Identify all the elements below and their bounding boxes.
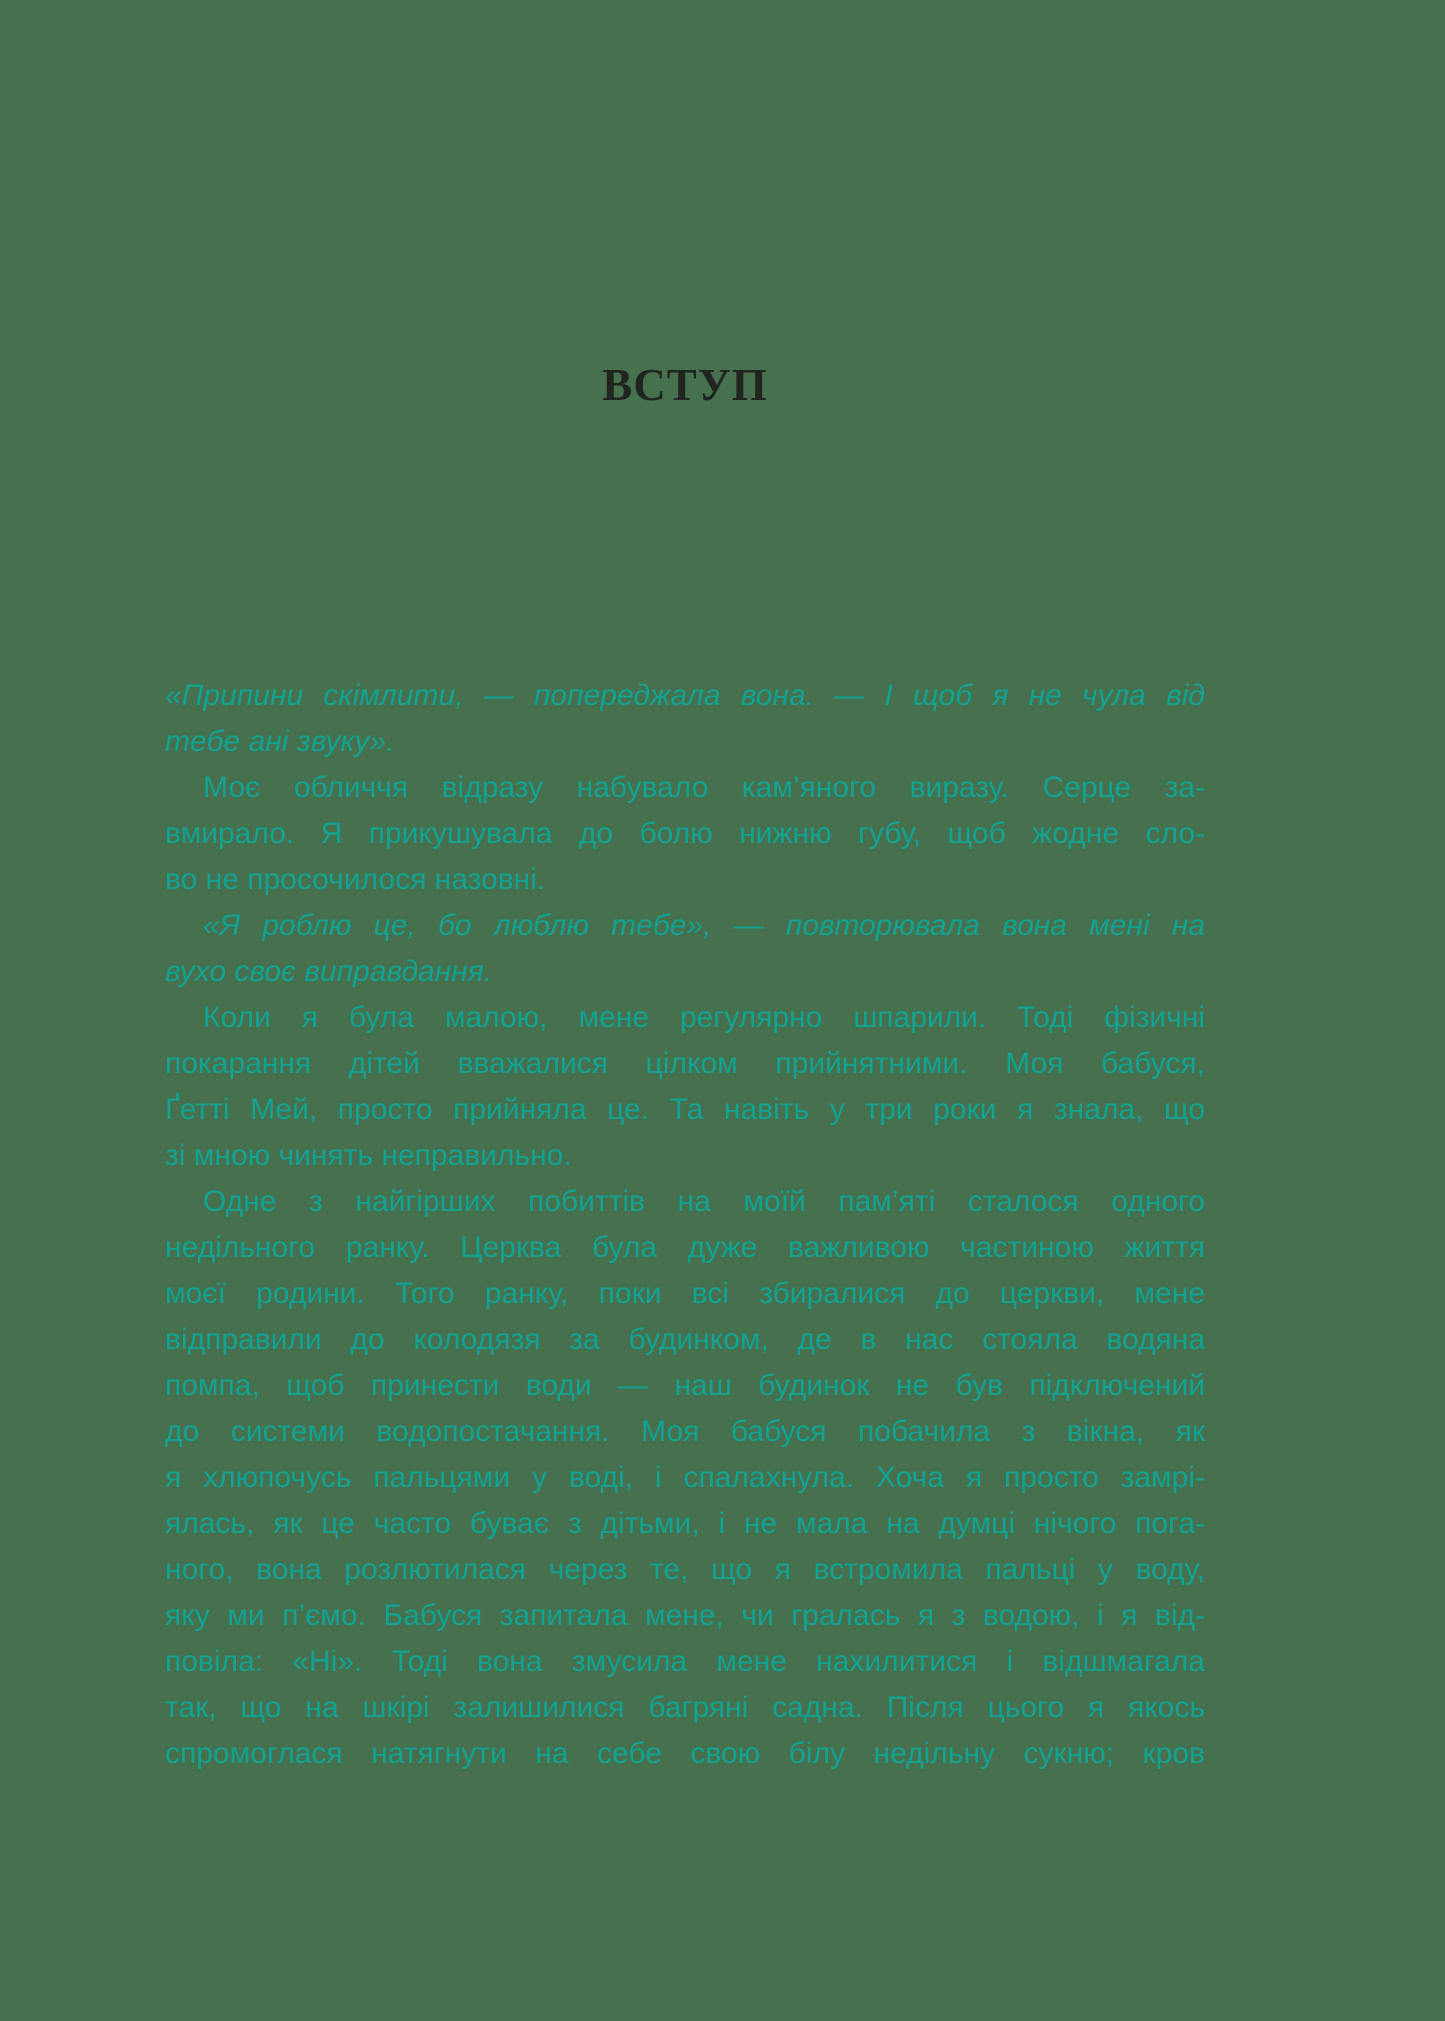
text-line: повіла: «Ні». Тоді вона змусила мене нахилитися і відшмагала xyxy=(165,1645,1205,1678)
text-line: так, що на шкірі залишилися багряні садна. Після цього я якось xyxy=(165,1691,1205,1724)
text-line: до системи водопостачання. Моя бабуся побачила з вікна, як xyxy=(165,1415,1205,1448)
text-line: зі мною чинять неправильно. xyxy=(165,1139,572,1172)
text-line: «Я роблю це, бо люблю тебе», — повторювала вона мені на xyxy=(203,909,1205,942)
text-line: тебе ані звуку». xyxy=(165,725,395,758)
text-line: во не просочилося назовні. xyxy=(165,863,546,896)
chapter-title: ВСТУП xyxy=(602,360,768,411)
text-line: я хлюпочусь пальцями у воді, і спалахнула. Хоча я просто замрі- xyxy=(165,1461,1205,1494)
text-line: вмирало. Я прикушувала до болю нижню губу, щоб жодне сло- xyxy=(165,817,1205,850)
text-line: Ґетті Мей, просто прийняла це. Та навіть у три роки я знала, що xyxy=(165,1093,1205,1126)
text-line: відправили до колодязя за будинком, де в нас стояла водяна xyxy=(165,1323,1205,1356)
text-line: «Припини скімлити, — попереджала вона. — І щоб я не чула від xyxy=(165,679,1205,712)
text-line: вухо своє виправдання. xyxy=(165,955,493,988)
page-body xyxy=(165,673,1205,1777)
text-line: спромоглася натягнути на себе свою білу недільну сукню; кров xyxy=(165,1737,1205,1770)
text-line: Моє обличчя відразу набувало кам’яного виразу. Серце за- xyxy=(203,771,1205,804)
text-line: ялась, як це часто буває з дітьми, і не мала на думці нічого пога- xyxy=(165,1507,1205,1540)
text-line: недільного ранку. Церква була дуже важливою частиною життя xyxy=(165,1231,1205,1264)
text-line: моєї родини. Того ранку, поки всі збиралися до церкви, мене xyxy=(165,1277,1205,1310)
text-line: ного, вона розлютилася через те, що я встромила пальці у воду, xyxy=(165,1553,1205,1586)
text-line: помпа, щоб принести води — наш будинок не був підключений xyxy=(165,1369,1205,1402)
text-line: Коли я була малою, мене регулярно шпарили. Тоді фізичні xyxy=(203,1001,1205,1034)
text-line: яку ми п’ємо. Бабуся запитала мене, чи гралась я з водою, і я від- xyxy=(165,1599,1205,1632)
text-line: покарання дітей вважалися цілком прийнятними. Моя бабуся, xyxy=(165,1047,1205,1080)
text-line: Одне з найгірших побиттів на моїй пам’яті сталося одного xyxy=(203,1185,1205,1218)
